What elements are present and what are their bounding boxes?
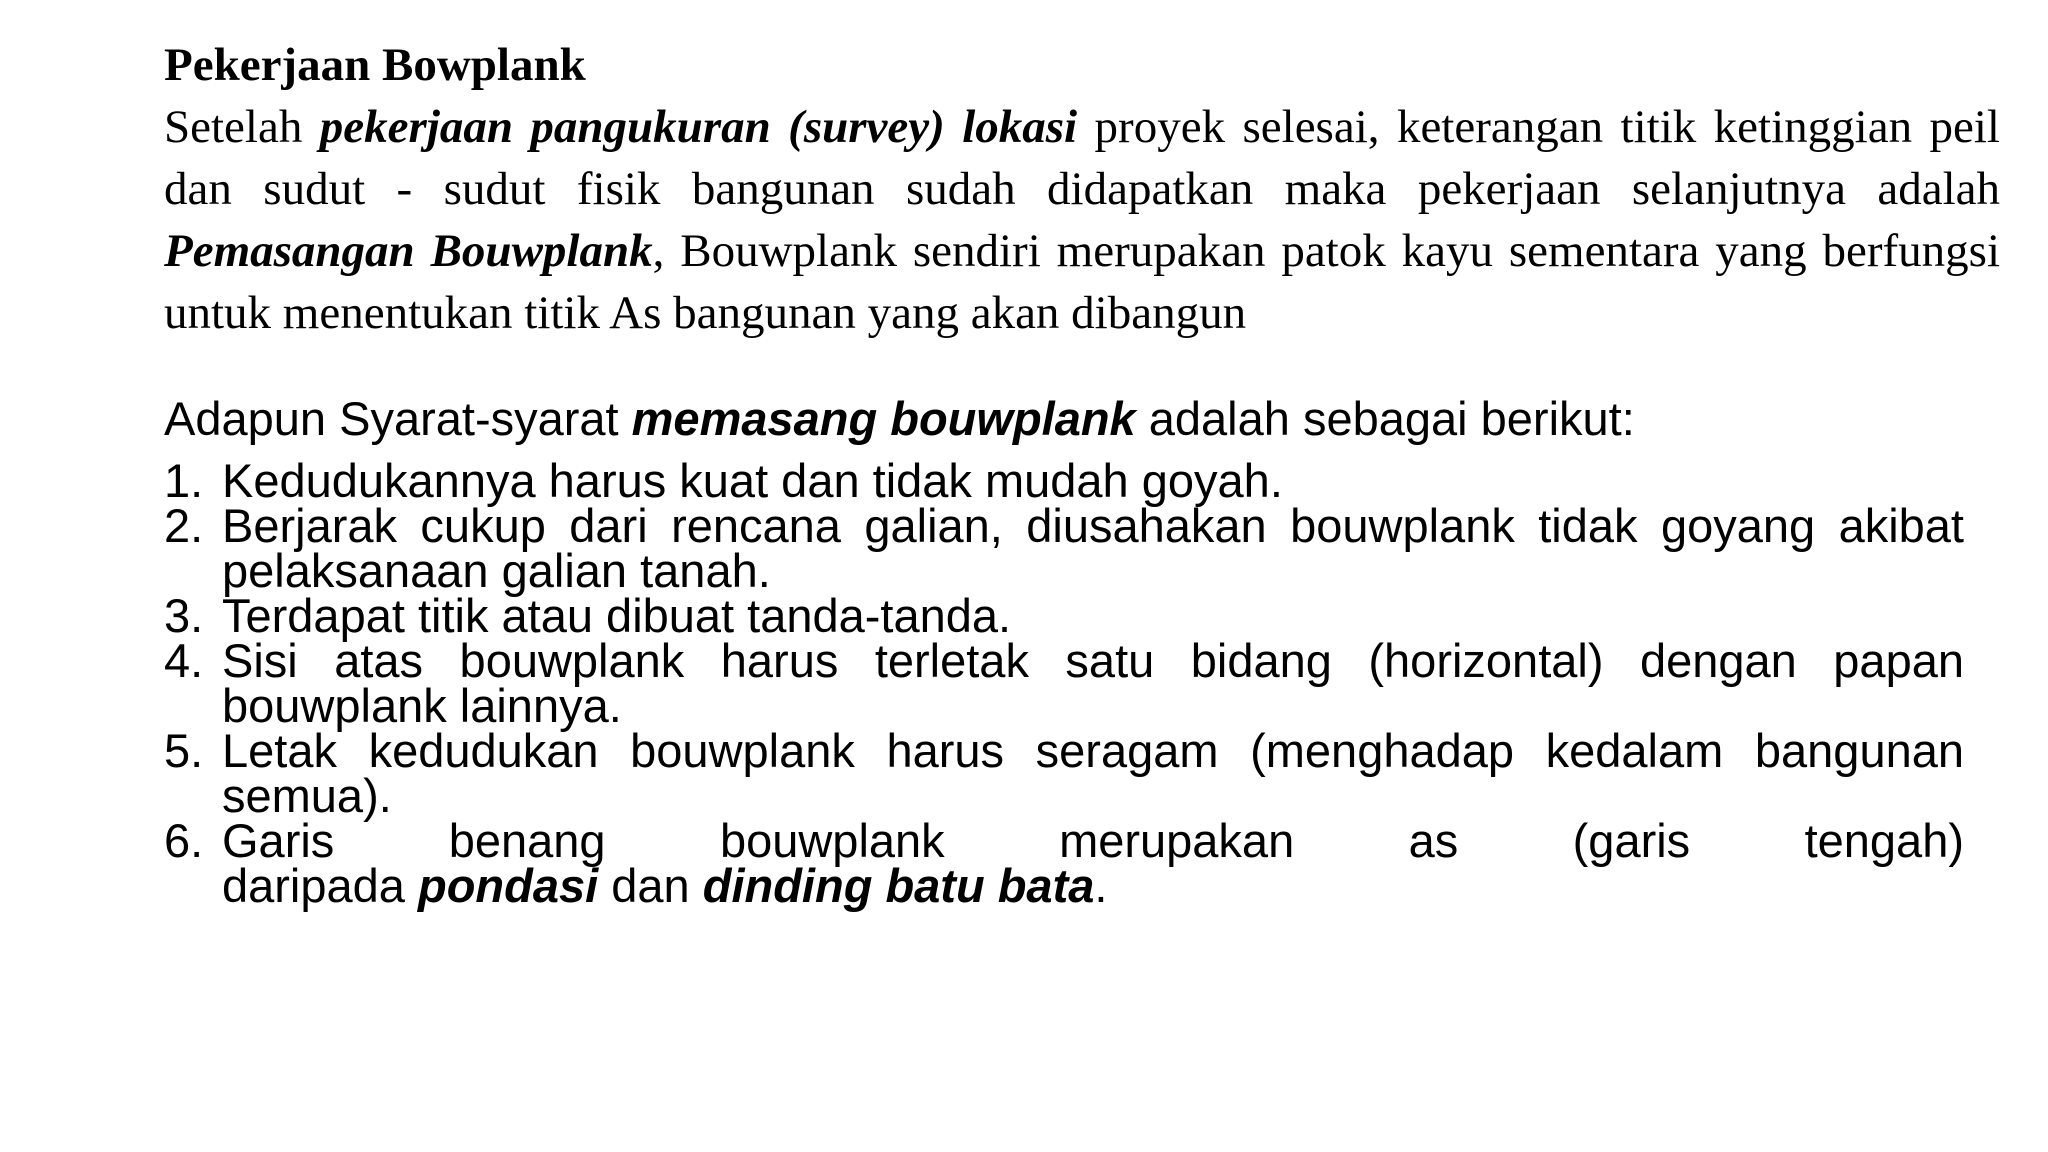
- list-item: [164, 589, 1964, 642]
- list-item: [164, 634, 1964, 732]
- requirements-section: [164, 390, 1964, 912]
- list-item-text: Garis benang bouwplank merupakan as (garis tengah): [222, 814, 1964, 867]
- list-item: [164, 724, 1964, 822]
- paragraph-emphasis-bouwplank: Pemasangan Bouwplank: [164, 225, 653, 277]
- list-item-text: Berjarak cukup dari rencana galian, diusahakan bouwplank tidak goyang akibat pelaksanaan galian tanah.: [222, 499, 1964, 597]
- list-item: [164, 454, 1964, 507]
- list-item-number: 4.: [164, 634, 204, 687]
- list-item-text: Sisi atas bouwplank harus terletak satu bidang (horizontal) dengan papan bouwplank lainnya.: [222, 634, 1964, 732]
- paragraph-text-2: proyek selesai, keterangan titik ketinggian peil dan sudut - sudut fisik bangunan sudah didapatkan maka pekerjaan selanjutnya adalah: [164, 101, 2000, 215]
- requirements-intro: [164, 390, 1964, 448]
- list-item-continuation: [164, 859, 1964, 912]
- intro-text-1: Adapun Syarat-syarat: [164, 392, 632, 445]
- intro-text-2: adalah sebagai berikut:: [1135, 392, 1635, 445]
- list-item-number: 6.: [164, 814, 204, 867]
- list-item: [164, 499, 1964, 597]
- emphasis-pondasi: pondasi: [418, 859, 599, 912]
- description-paragraph: [164, 96, 2000, 344]
- intro-section: [164, 34, 2000, 344]
- list-item: [164, 814, 1964, 867]
- list-item-number: 2.: [164, 499, 204, 552]
- list-item-number: 1.: [164, 454, 204, 507]
- list-item-text: .: [1094, 859, 1108, 912]
- paragraph-text-3: , Bouwplank sendiri merupakan patok kayu sementara yang berfungsi untuk menentukan titik As bangunan yang akan dibangun: [164, 225, 2001, 339]
- paragraph-emphasis-survey: pekerjaan pangukuran (survey) lokasi: [319, 101, 1078, 153]
- list-item-text: dan: [598, 859, 703, 912]
- list-item-text: Terdapat titik atau dibuat tanda-tanda.: [222, 589, 1012, 642]
- list-item-number: 5.: [164, 724, 204, 777]
- requirements-list: [164, 454, 1964, 912]
- list-item-text: daripada: [222, 859, 418, 912]
- list-item-text: Kedudukannya harus kuat dan tidak mudah goyah.: [222, 454, 1283, 507]
- list-item-text: Letak kedudukan bouwplank harus seragam (menghadap kedalam bangunan semua).: [222, 724, 1964, 822]
- emphasis-dinding-batu-bata: dinding batu bata: [702, 859, 1095, 912]
- list-item-number: 3.: [164, 589, 204, 642]
- section-heading: Pekerjaan Bowplank: [164, 39, 586, 91]
- intro-emphasis: memasang bouwplank: [631, 392, 1136, 445]
- paragraph-text-1: Setelah: [164, 101, 320, 153]
